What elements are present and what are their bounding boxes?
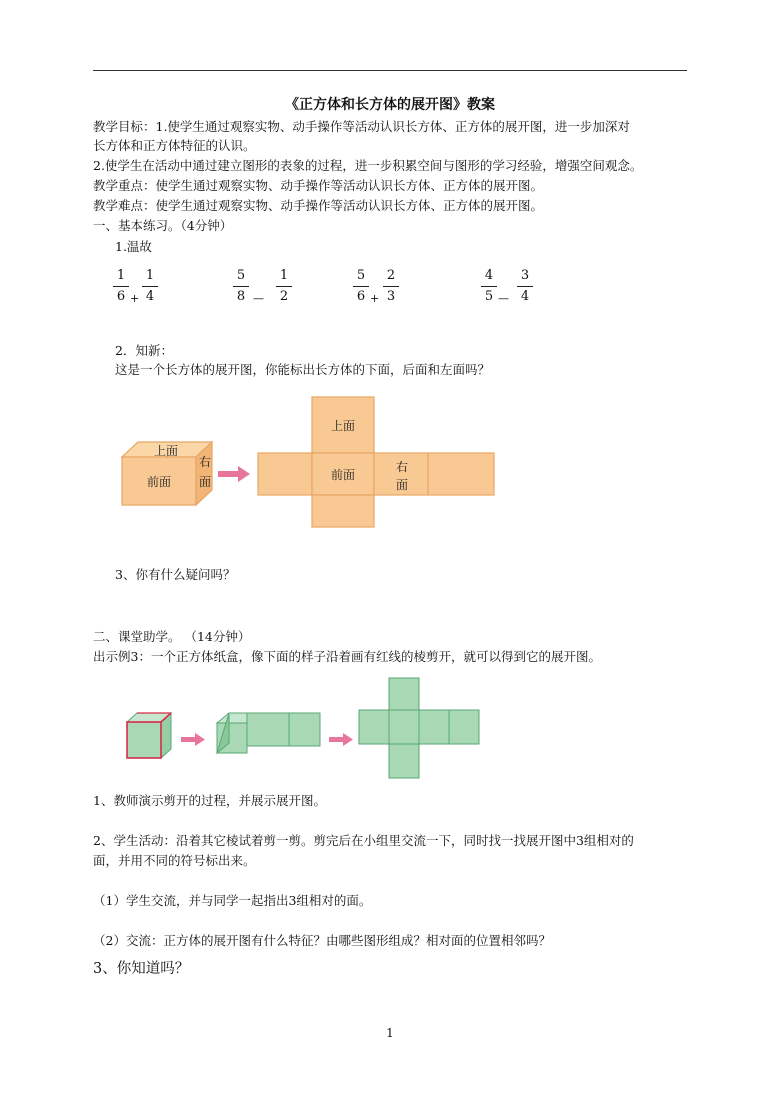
cube-unfolded-net <box>359 678 479 778</box>
arrow-icon <box>181 733 205 746</box>
section1-heading: 一、基本练习。（4分钟） <box>93 218 233 233</box>
net-top-label: 上面 <box>330 419 356 433</box>
operator: + <box>370 292 380 305</box>
net-right-label-2: 面 <box>395 478 409 492</box>
arrow-icon <box>218 466 250 482</box>
fraction: $\frac{5}{6}$ <box>353 268 369 305</box>
sub-step-2: （2）交流：正方体的展开图有什么特征？由哪些图形组成？相对面的位置相邻吗？ <box>93 933 551 948</box>
cube-front-face <box>127 722 161 758</box>
fraction: $\frac{1}{6}$ <box>113 268 129 305</box>
operator: — <box>498 292 509 305</box>
new-knowledge-label: 2．知新： <box>115 343 173 358</box>
document-title: 《正方体和长方体的展开图》教案 <box>285 97 495 113</box>
difficult-point: 教学难点：使学生通过观察实物、动手操作等活动认识长方体、正方体的展开图。 <box>93 198 544 213</box>
example-text: 出示例3：一个正方体纸盒，像下面的样子沿着画有红线的棱剪开，就可以得到它的展开图。 <box>93 649 601 664</box>
step-1: 1、教师演示剪开的过程，并展示展开图。 <box>93 793 326 808</box>
objectives-line-3: 2.使学生在活动中通过建立图形的表象的过程，进一步积累空间与图形的学习经验，增强空间观念。 <box>93 158 643 173</box>
net-bottom-face <box>312 495 374 527</box>
fraction: $\frac{1}{4}$ <box>142 268 158 305</box>
net-right-label-1: 右 <box>395 460 409 474</box>
objectives-line-1: 教学目标：1.使学生通过观察实物、动手操作等活动认识长方体、正方体的展开图，进一步加深对 <box>93 119 630 134</box>
fraction: $\frac{2}{3}$ <box>383 268 399 305</box>
fraction: $\frac{5}{8}$ <box>233 268 249 305</box>
fraction: $\frac{1}{2}$ <box>276 268 292 305</box>
section2-heading: 二、课堂助学。 （14分钟） <box>93 629 251 644</box>
cuboid-top-label: 上面 <box>153 444 179 458</box>
net-back-face <box>428 453 494 495</box>
step-2-line-2: 面，并用不同的符号标出来。 <box>93 853 256 868</box>
cuboid-unfolded-net <box>258 397 494 527</box>
header-rule <box>93 70 687 71</box>
do-you-know-heading: 3、你知道吗？ <box>93 961 190 977</box>
cuboid-net-figure <box>110 385 510 535</box>
page-number: 1 <box>386 1026 394 1040</box>
cuboid-front-label: 前面 <box>146 475 172 489</box>
objectives-line-2: 长方体和正方体特征的认识。 <box>93 138 256 153</box>
fraction: $\frac{4}{5}$ <box>481 268 497 305</box>
new-knowledge-question: 这是一个长方体的展开图，你能标出长方体的下面，后面和左面吗？ <box>115 362 491 377</box>
step-2-line-1: 2、学生活动：沿着其它棱试着剪一剪。剪完后在小组里交流一下，同时找一找展开图中3组相对的 <box>93 833 634 848</box>
cube-3d <box>127 713 171 758</box>
arrow-icon <box>329 733 353 746</box>
operator: + <box>130 292 140 305</box>
net-left-face <box>258 453 312 495</box>
fraction: $\frac{3}{4}$ <box>517 268 533 305</box>
cuboid-right-label-1: 右 <box>199 455 212 469</box>
sub-step-1: （1）学生交流，并与同学一起指出3组相对的面。 <box>93 893 372 908</box>
doubt-question: 3、你有什么疑问吗？ <box>115 567 236 582</box>
cuboid-right-label-2: 面 <box>199 475 212 489</box>
cube-net-figure <box>93 672 493 782</box>
cube-partially-unfolded <box>217 713 320 753</box>
cuboid-3d <box>122 442 212 505</box>
review-label: 1.温故 <box>115 239 152 254</box>
key-point: 教学重点：使学生通过观察实物、动手操作等活动认识长方体、正方体的展开图。 <box>93 178 544 193</box>
operator: — <box>253 292 264 305</box>
net-front-label: 前面 <box>330 468 356 482</box>
